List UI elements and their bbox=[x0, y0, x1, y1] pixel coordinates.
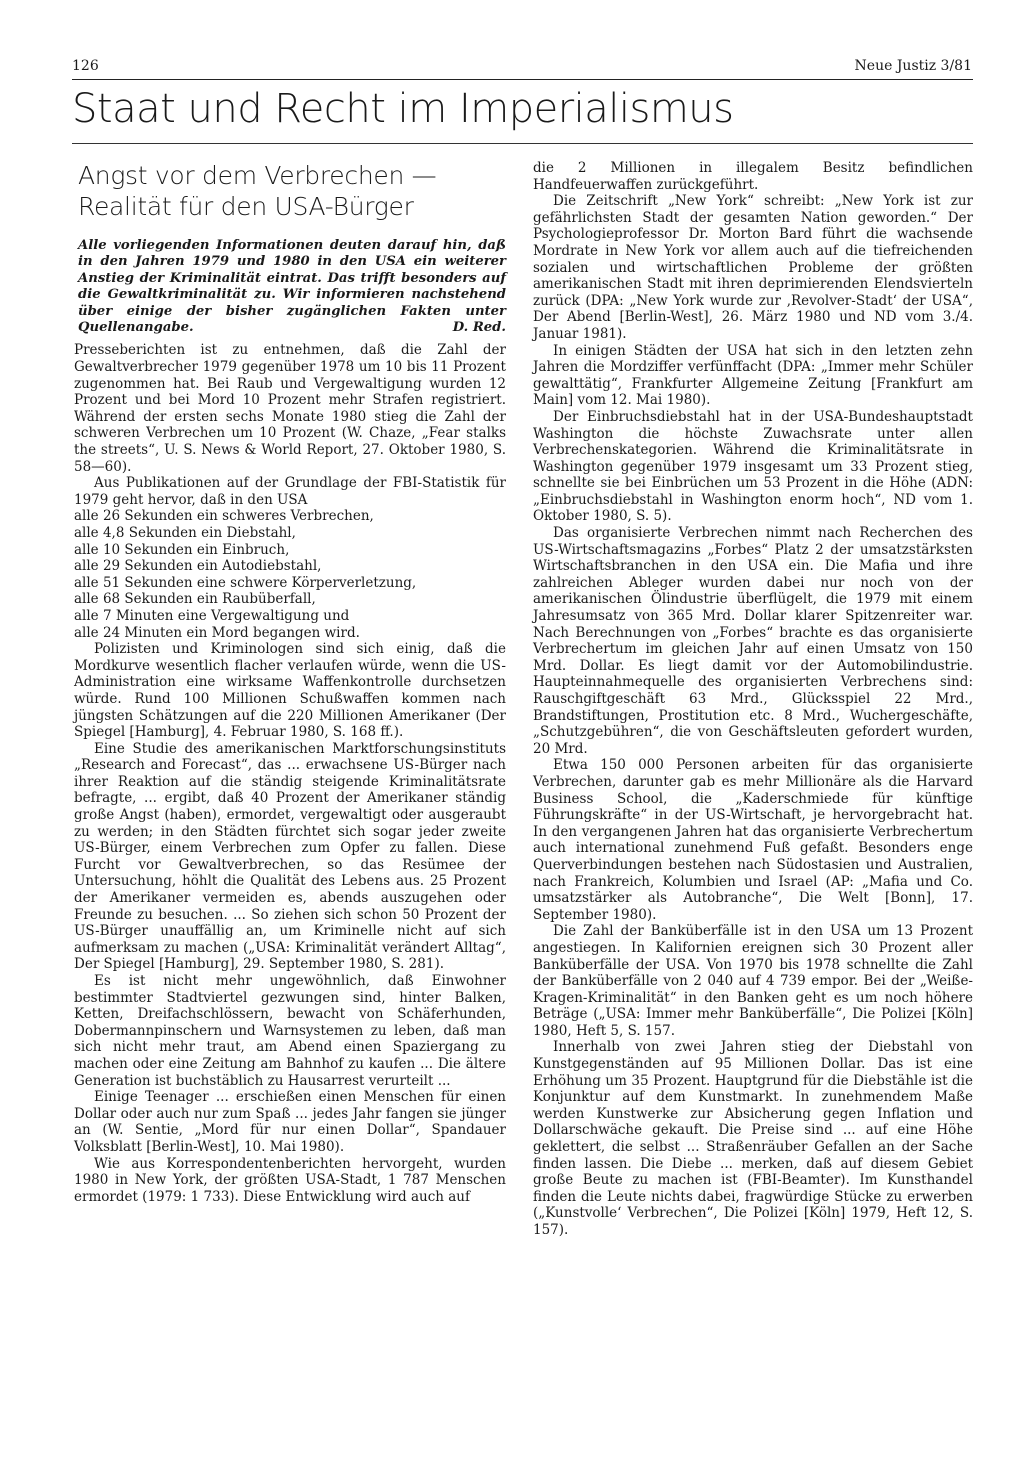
page-number: 126 bbox=[72, 58, 99, 74]
list-item: alle 29 Sekunden ein Autodiebstahl, bbox=[74, 558, 322, 575]
article-lead bbox=[78, 238, 506, 336]
list-item: alle 10 Sekunden ein Einbruch, bbox=[74, 541, 290, 558]
list-item: alle 4,8 Sekunden ein Diebstahl, bbox=[74, 524, 296, 541]
list-item: alle 24 Minuten ein Mord begangen wird. bbox=[74, 624, 360, 641]
paragraph: Aus Publikationen auf der Grundlage der FBI-Statistik für 1979 geht hervor, daß in den USA bbox=[74, 475, 506, 508]
paragraph: Die Zahl der Banküberfälle ist in den USA um 13 Prozent angestiegen. In Kalifornien ereignen sich 30 Prozent aller Banküberfälle der USA. Von 1970 bis 1978 schnellte die Zahl der Banküberfälle von 2 040 auf 4 739 empor. Bei der „Weiße-Kragen-Kriminalität“ in den Banken geht es um noch höhere Beträge („USA: Immer mehr Banküberfälle“, Die Polizei [Köln] 1980, Heft 5, S. 157. bbox=[533, 923, 973, 1039]
paragraph: In einigen Städten der USA hat sich in den letzten zehn Jahren die Mordziffer verfünffacht (DPA: „Immer mehr Schüler gewalttätig“, Frankfurter Allgemeine Zeitung [Frankfurt am Main] vom 12. Mai 1980). bbox=[533, 342, 973, 409]
list-item: alle 68 Sekunden ein Raubüberfall, bbox=[74, 591, 316, 608]
left-column bbox=[74, 160, 506, 1205]
article-title-line: Angst vor dem Verbrechen — bbox=[78, 161, 437, 190]
list-item: alle 26 Sekunden ein schweres Verbrechen, bbox=[74, 508, 374, 525]
article-title-line: Realität für den USA-Bürger bbox=[78, 192, 414, 221]
paragraph: Einige Teenager ... erschießen einen Menschen für einen Dollar oder auch nur zum Spaß ... jedes Jahr fangen sie jünger an (W. Sentie, „Mord für nur einen Dollar“, Spandauer Volksblatt [Berlin-West], 10. Mai 1980). bbox=[74, 1089, 506, 1155]
paragraph: Der Einbruchsdiebstahl hat in der USA-Bundeshauptstadt Washington die höchste Zuwachsrate unter allen Verbrechenskategorien. Während die Kriminalitätsrate in Washington gegenüber 1979 insgesamt um 33 Prozent stieg, schnellte sie bei Einbrüchen um 53 Prozent in die Höhe (ADN: „Einbruchsdiebstahl in Washington enorm hoch“, ND vom 1. Oktober 1980, S. 5). bbox=[533, 408, 973, 525]
paragraph: Etwa 150 000 Personen arbeiten für das organisierte Verbrechen, darunter gab es mehr Millionäre als die Harvard Business School, die „Kaderschmiede für künftige Führungskräfte“ in der US-Wirtschaft, je hervorgebracht hat. In den vergangenen Jahren hat das organisierte Verbrechertum auch international zunehmend Fuß gefaßt. Besonders enge Querverbindungen bestehen nach Südostasien und Australien, nach Frankreich, Kolumbien und Israel (AP: „Mafia und Co. umsatzstärker als Autobranche“, Die Welt [Bonn], 17. September 1980). bbox=[533, 757, 973, 923]
lead-text: Alle vorliegenden Informationen deuten darauf hin, daß in den Jahren 1979 und 1980 in den USA ein weiterer Anstieg der Kriminalität eintrat. Das trifft besonders auf die Gewaltkriminalität zu. Wir informieren nachstehend über einige der bisher zugänglichen Fakten unter Quellenangabe. bbox=[78, 238, 506, 336]
journal-issue: Neue Justiz 3/81 bbox=[854, 58, 972, 74]
paragraph: Presseberichten ist zu entnehmen, daß die Zahl der Gewaltverbrecher 1979 gegenüber 1978 um 10 bis 11 Prozent zugenommen hat. Bei Raub und Vergewaltigung wurden 12 Prozent und bei Mord 10 Prozent mehr Strafen registriert. Während der ersten sechs Monate 1980 stieg die Zahl der schweren Verbrechen um 10 Prozent (W. Chaze, „Fear stalks the streets“, U. S. News & World Report, 27. Oktober 1980, S. 58—60). bbox=[74, 342, 506, 475]
section-title: Staat und Recht im Imperialismus bbox=[72, 86, 734, 132]
paragraph: Es ist nicht mehr ungewöhnlich, daß Einwohner bestimmter Stadtviertel gezwungen sind, hinter Balken, Ketten, Dreifachschlössern, bewacht von Schäferhunden, Dobermannpinschern und Warnsystemen zu leben, daß man sich nicht mehr traut, am Abend einen Spaziergang zu machen oder eine Zeitung am Bahnhof zu kaufen ... Die ältere Generation ist buchstäblich zu Hausarrest verurteilt ... bbox=[74, 973, 506, 1089]
list-item: alle 51 Sekunden eine schwere Körperverletzung, bbox=[74, 574, 417, 591]
running-header bbox=[72, 58, 972, 80]
right-column bbox=[533, 160, 973, 1239]
lead-signature: D. Red. bbox=[452, 320, 506, 336]
article-title bbox=[78, 160, 506, 222]
paragraph: Eine Studie des amerikanischen Marktforschungsinstituts „Research and Forecast“, das ... erwachsene US-Bürger nach ihrer Reaktion auf die ständig steigende Kriminalitätsrate befragte, ... ergibt, daß 40 Prozent der Amerikaner ständig große Angst (haben), ermordet, vergewaltigt oder ausgeraubt zu werden; in den Städten fürchtet sich sogar jeder zweite US-Bürger, einem Verbrechen zum Opfer zu fallen. Diese Furcht vor Gewaltverbrechen, so das Resümee der Untersuchung, höhlt die Qualität des Lebens aus. 25 Prozent der Amerikaner vermeiden es, abends auszugehen oder Freunde zu besuchen. ... So ziehen sich schon 50 Prozent der US-Bürger unauffällig an, um Kriminelle nicht auf sich aufmerksam zu machen („USA: Kriminalität verändert Alltag“, Der Spiegel [Hamburg], 29. September 1980, S. 281). bbox=[74, 740, 506, 973]
paragraph: Innerhalb von zwei Jahren stieg der Diebstahl von Kunstgegenständen auf 95 Millionen Dollar. Das ist eine Erhöhung um 35 Prozent. Hauptgrund für die Diebstähle ist die Konjunktur auf dem Kunstmarkt. In zunehmendem Maße werden Kunstwerke zur Absicherung gegen Inflation und Dollarschwäche gekauft. Die Preise sind ... auf eine Höhe geklettert, die selbst ... Straßenräuber Gefallen an der Sache finden lassen. Die Diebe ... merken, daß auf diesem Gebiet große Beute zu machen ist (FBI-Beamter). Im Kunsthandel finden die Leute nichts dabei, fragwürdige Stücke zu erwerben („Kunstvolle‘ Verbrechen“, Die Polizei [Köln] 1979, Heft 12, S. 157). bbox=[533, 1039, 973, 1238]
section-rule bbox=[72, 143, 973, 144]
paragraph: Das organisierte Verbrechen nimmt nach Recherchen des US-Wirtschaftsmagazins „Forbes“ Platz 2 der umsatzstärksten Wirtschaftsbranchen in den USA ein. Die Mafia und ihre zahlreichen Ableger wurden dabei nur noch von der amerikanischen Ölindustrie überflügelt, die 1979 mit einem Jahresumsatz von 365 Mrd. Dollar klarer Spitzenreiter war. Nach Berechnungen von „Forbes“ brachte es das organisierte Verbrechertum im gleichen Jahr auf einen Umsatz von 150 Mrd. Dollar. Es liegt damit vor der Automobilindustrie. Haupteinnahmequelle des organisierten Verbrechens sind: Rauschgiftgeschäft 63 Mrd., Glücksspiel 22 Mrd., Brandstiftungen, Prostitution etc. 8 Mrd., Wuchergeschäfte, „Schutzgebühren“, die von Geschäftsleuten gefordert wurden, 20 Mrd. bbox=[533, 525, 973, 757]
paragraph: die 2 Millionen in illegalem Besitz befindlichen Handfeuerwaffen zurückgeführt. bbox=[533, 160, 973, 193]
paragraph: Polizisten und Kriminologen sind sich einig, daß die Mordkurve wesentlich flacher verlaufen würde, wenn die US-Administration eine wirksame Waffenkontrolle durchsetzen würde. Rund 100 Millionen Schußwaffen kommen nach jüngsten Schätzungen auf die 220 Millionen Amerikaner (Der Spiegel [Hamburg], 4. Februar 1980, S. 168 ff.). bbox=[74, 641, 506, 741]
paragraph: Die Zeitschrift „New York“ schreibt: „New York ist zur gefährlichsten Stadt der gesamten Nation geworden.“ Der Psychologieprofessor Dr. Morton Bard führt die wachsende Mordrate in New York vor allem auch auf die tiefreichenden sozialen und wirtschaftlichen Probleme der größten amerikanischen Stadt mit ihren deprimierenden Elendsvierteln zurück (DPA: „New York wurde zur ‚Revolver-Stadt‘ der USA“, Der Abend [Berlin-West], 26. März 1980 und ND vom 3./4. Januar 1981). bbox=[533, 193, 973, 342]
fbi-statistics-list bbox=[74, 508, 506, 641]
paragraph: Wie aus Korrespondentenberichten hervorgeht, wurden 1980 in New York, der größten USA-Stadt, 1 787 Menschen ermordet (1979: 1 733). Diese Entwicklung wird auch auf bbox=[74, 1155, 506, 1205]
list-item: alle 7 Minuten eine Vergewaltigung und bbox=[74, 607, 350, 624]
header-rule bbox=[72, 79, 973, 80]
